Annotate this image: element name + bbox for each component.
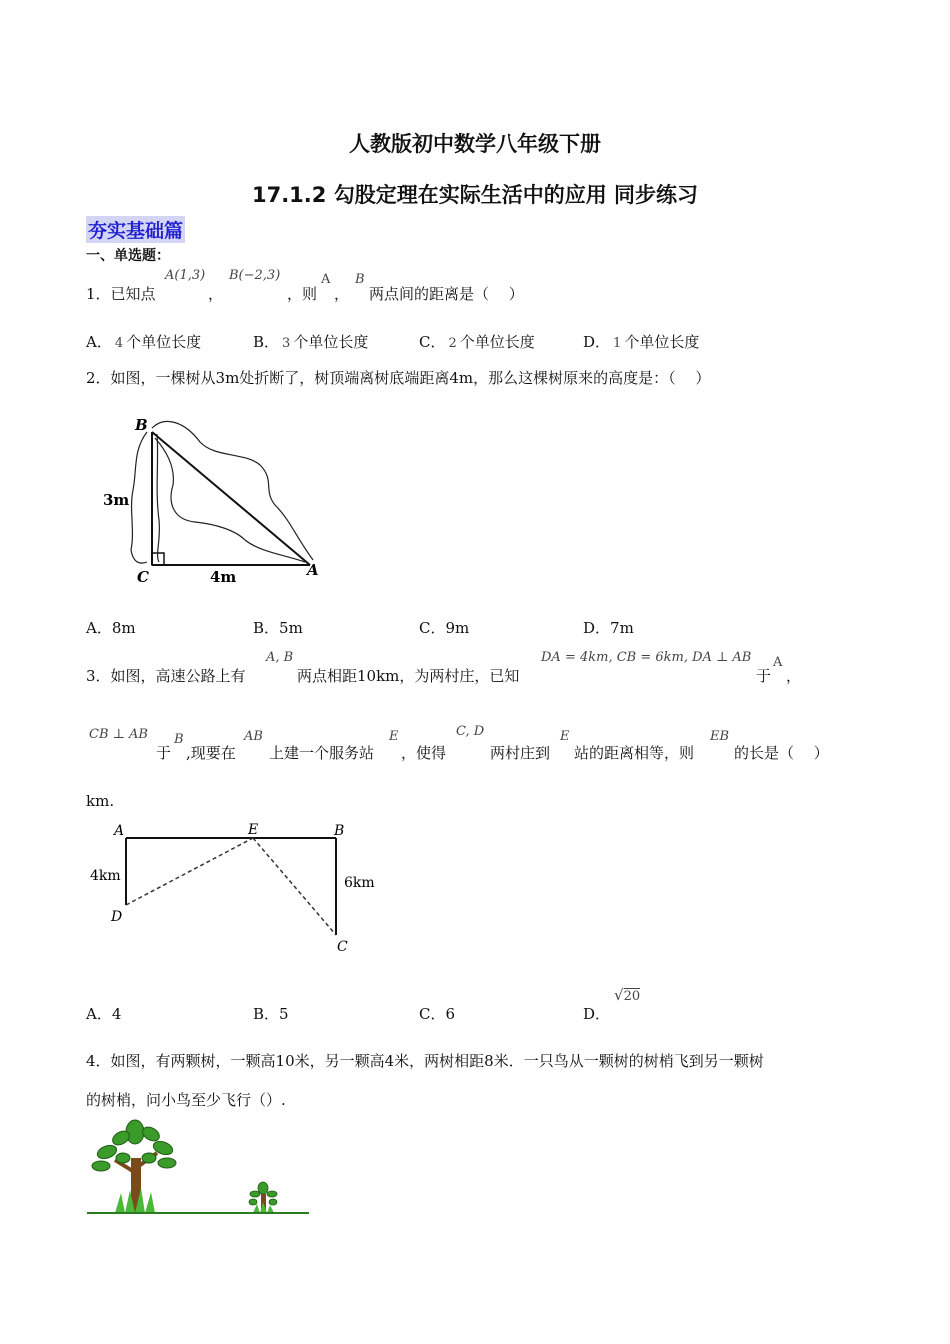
q2-option-a[interactable]: A．8m (86, 619, 136, 637)
q3-math-e2: E (560, 729, 570, 744)
q1-option-a[interactable]: A． 4 个单位长度 (86, 333, 202, 351)
q1-comma-1: ， (208, 285, 224, 303)
q3-math-b: B (174, 732, 184, 747)
q3-text-10: 站的距离相等，则 (574, 744, 695, 762)
q1-text-2: ，则 (287, 285, 318, 303)
sqrt-radicand: 20 (623, 989, 641, 1004)
small-tree (249, 1182, 277, 1213)
q3-text-4: ， (786, 667, 802, 685)
q3-figure (85, 815, 385, 960)
q1-option-c[interactable]: C． 2 个单位长度 (419, 333, 535, 351)
broken-top-line (152, 432, 310, 565)
q4-text-line-2: 的树梢，问小鸟至少飞行（）. (86, 1091, 286, 1109)
q3-option-b[interactable]: B．5 (253, 1005, 289, 1023)
q3-math-eb: EB (710, 729, 730, 744)
q3-text-11: 的长是（ ） (734, 744, 829, 762)
big-tree (92, 1120, 176, 1213)
q3-text-2: 两点相距10km，为两村庄，已知 (297, 667, 520, 685)
fig2-label-c: C (137, 568, 149, 586)
fig2-label-b: B (135, 416, 148, 434)
fig3-label-d: D (111, 909, 123, 925)
page-title: 人教版初中数学八年级下册 (349, 132, 601, 156)
q3-text-7: 上建一个服务站 (269, 744, 375, 762)
q3-text-12: km. (86, 792, 115, 810)
q1-comma-2: ， (334, 285, 350, 303)
fig3-label-4km: 4km (90, 868, 121, 884)
q2-figure (95, 410, 335, 590)
fig2-label-a: A (307, 561, 319, 579)
q1-math-a: A(1,3) (165, 268, 206, 283)
q3-math-e: E (389, 729, 399, 744)
q3-option-d[interactable]: D． (583, 1005, 611, 1023)
fig3-label-b: B (334, 823, 345, 839)
fig3-label-e: E (248, 822, 259, 838)
q4-figure (85, 1118, 315, 1218)
q3-option-a[interactable]: A．4 (86, 1005, 122, 1023)
q3-math-cd: C, D (456, 724, 485, 739)
q3-text-3: 于 (756, 667, 772, 685)
q3-text-8: ，使得 (401, 744, 447, 762)
sqrt-sign: √ (614, 986, 624, 1004)
q3-math-ab2: AB (244, 729, 263, 744)
q3-text-6: ,现要在 (186, 744, 236, 762)
q3-text-9: 两村庄到 (490, 744, 551, 762)
fig2-label-3m: 3m (103, 491, 130, 509)
q1-option-d[interactable]: D． 1 个单位长度 (583, 333, 700, 351)
q2-option-c[interactable]: C．9m (419, 619, 470, 637)
q1-math-b: B(−2,3) (229, 268, 281, 283)
section-heading: 夯实基础篇 (86, 216, 185, 243)
q3-math-cond: DA = 4km, CB = 6km, DA ⊥ AB (541, 650, 752, 665)
page-subtitle: 17.1.2 勾股定理在实际生活中的应用 同步练习 (251, 183, 699, 207)
q1-text-1: 1．已知点 (86, 285, 156, 303)
question-type: 一、单选题： (86, 248, 170, 264)
q3-math-cb: CB ⊥ AB (89, 727, 148, 742)
q2-option-d[interactable]: D．7m (583, 619, 634, 637)
q1-math-b2: B (355, 272, 365, 287)
fig3-label-a: A (114, 823, 125, 839)
q3-option-c[interactable]: C．6 (419, 1005, 456, 1023)
sqrt-expression (614, 986, 640, 1004)
q1-math-a2: A (321, 272, 331, 287)
q2-text: 2．如图，一棵树从3m处折断了，树顶端离树底端距离4m，那么这棵树原来的高度是：（ ） (86, 369, 711, 387)
q3-math-ab: A, B (266, 650, 294, 665)
q1-text-3: 两点间的距离是（ ） (369, 285, 524, 303)
q3-text-1: 3．如图，高速公路上有 (86, 667, 246, 685)
fig3-label-6km: 6km (344, 875, 375, 891)
q2-option-b[interactable]: B．5m (253, 619, 303, 637)
q4-text-line-1: 4．如图，有两颗树，一颗高10米，另一颗高4米，两树相距8米．一只鸟从一颗树的树梢飞到另一颗树 (86, 1052, 764, 1070)
fig3-label-c: C (337, 939, 348, 955)
q3-math-a: A (773, 655, 783, 670)
q3-text-5: 于 (156, 744, 172, 762)
q1-option-b[interactable]: B． 3 个单位长度 (253, 333, 369, 351)
fig2-label-4m: 4m (210, 568, 237, 586)
